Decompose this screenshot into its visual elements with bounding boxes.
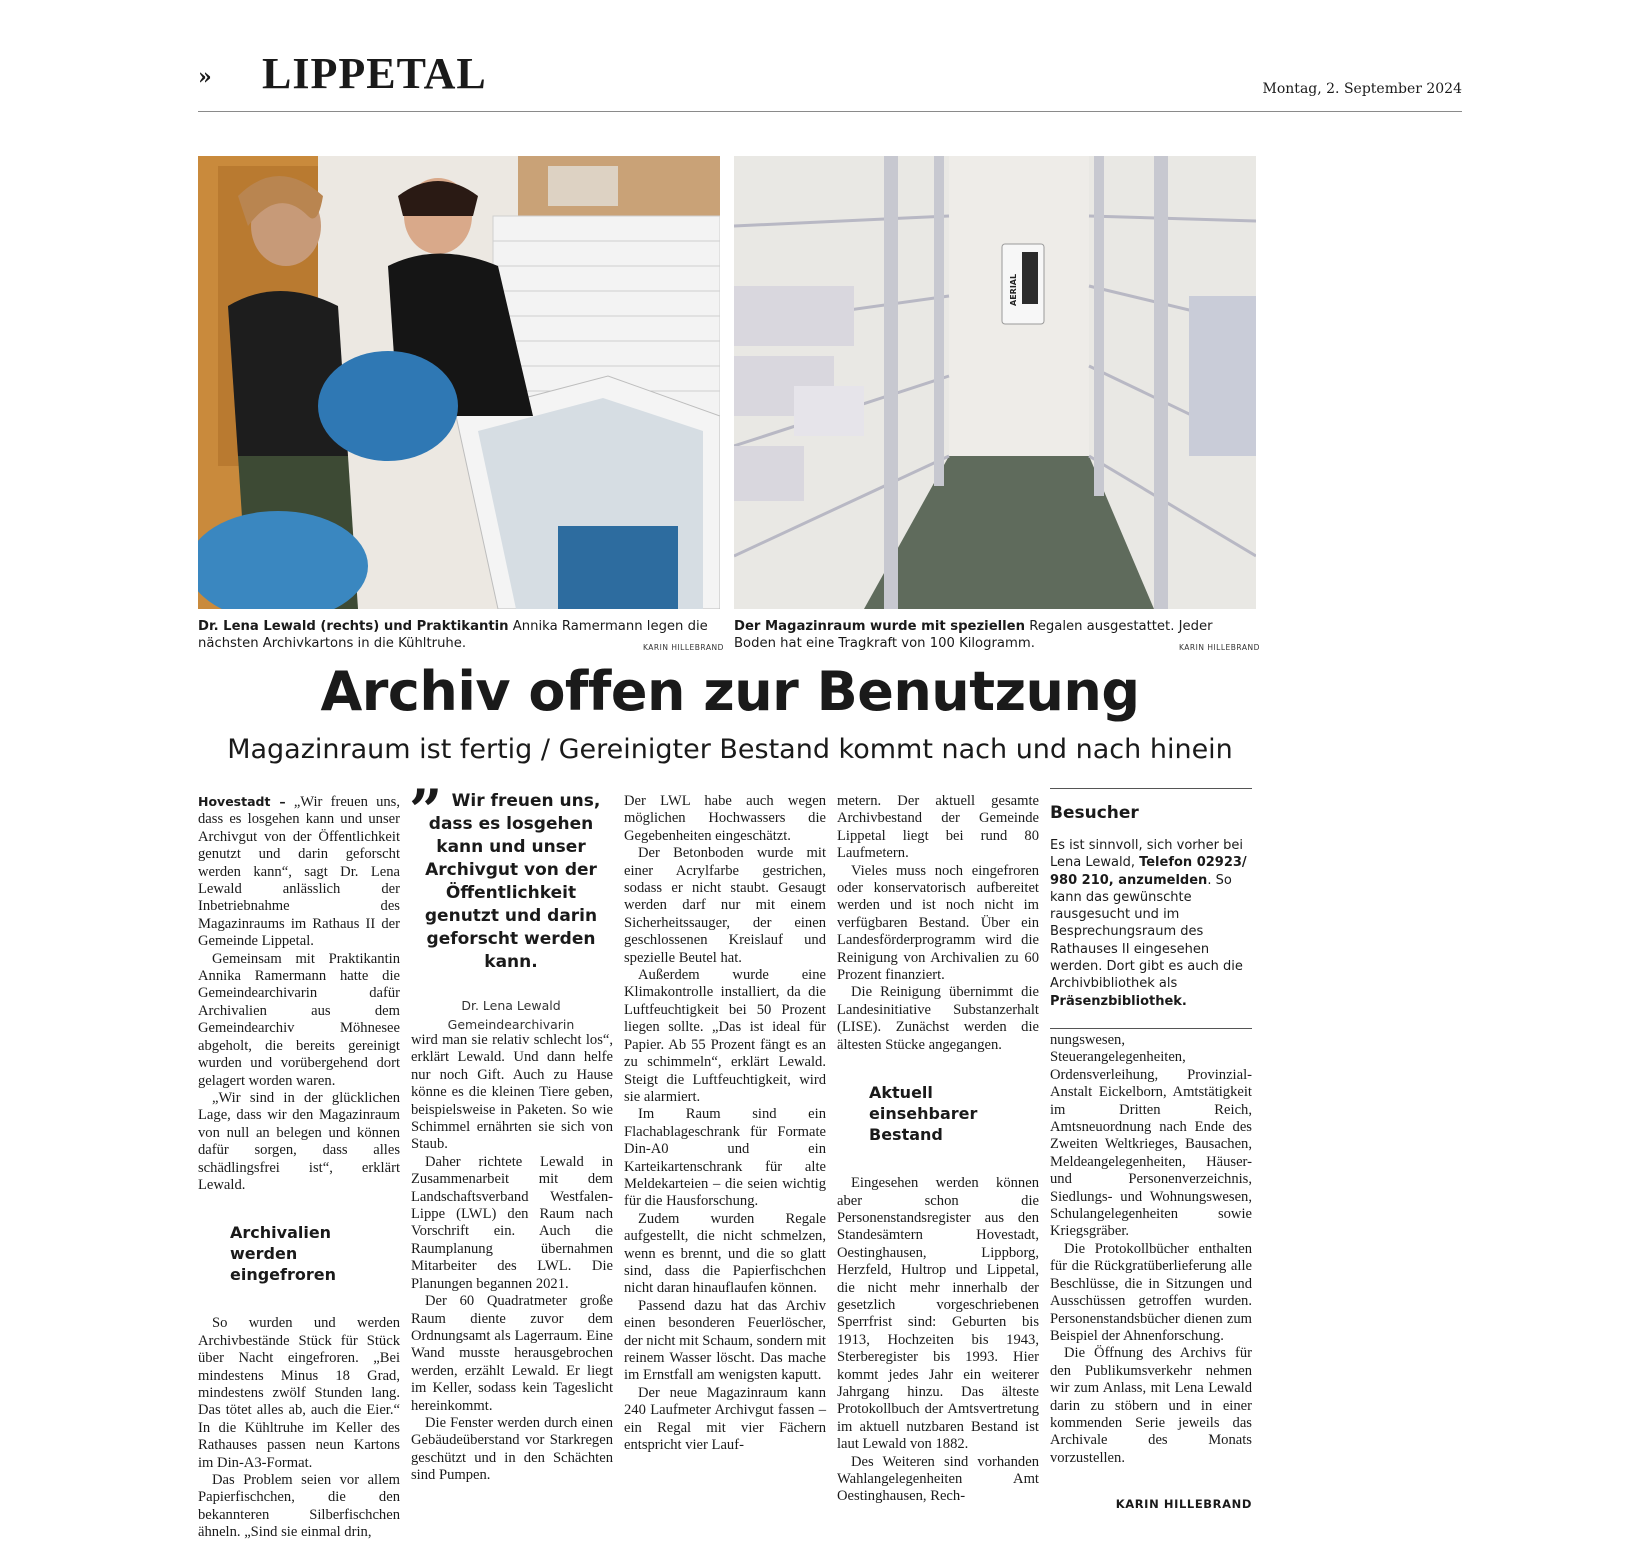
paragraph: Der Betonboden wurde mit einer Acrylfarbe gestrichen, sodass er nicht staubt. Gesaugt werden darf nur mit einem Sicherheitssauger, der einen geschlossenen Kreislauf und spezielle Beutel hat. (624, 845, 826, 966)
pull-quote (409, 777, 613, 1034)
paragraph: Der 60 Quadratmeter große Raum diente zuvor dem Ordnungsamt als Lagerraum. Eine Wand musste herausgebrochen werden, erzählt Lewald. Er liegt im Keller, sodass kein Tageslicht hereinkommt. (411, 1293, 613, 1414)
paragraph: Das Problem seien vor allem Papierfischchen, die den bekannteren Silberfischchen ähneln. „Sind sie einmal drin, (198, 1472, 400, 1541)
caption-lead: Der Magazinraum wurde mit speziellen (734, 619, 1026, 634)
paragraph: Der LWL habe auch wegen möglichen Hochwassers die Gegebenheiten eingeschätzt. (624, 793, 826, 844)
article-headline: Archiv offen zur Benutzung (320, 660, 1140, 723)
photo-caption-1 (198, 618, 720, 652)
paragraph: „Wir sind in der glücklichen Lage, dass wir den Magazinraum von null an belegen und können dafür sorgen, dass alles schädlingsfrei ist“, erklärt Lewald. (198, 1089, 400, 1193)
paragraph: So wurden und werden Archivbestände Stück für Stück über Nacht eingefroren. „Bei mindestens Minus 18 Grad, mindestens zwölf Stunden lang. Das tötet alles ab, auch die Eier.“ In die Kühltruhe im Keller des Rathauses passen neun Kartons im Din-A3-Format. (198, 1315, 400, 1471)
caption-text: Annika Ramermann legen die nächsten Archivkartons in die Kühltruhe. (198, 619, 708, 651)
info-box-visitors (1050, 788, 1252, 1029)
paragraph: Hovestadt – „Wir freuen uns, dass es losgehen kann und unser Archivgut von der Öffentlichkeit genutzt und darin geforscht werden kann“, sagt Dr. Lena Lewald anlässlich der Inbetriebnahme des Magazinraums im Rathaus II der Gemeinde Lippetal. (198, 794, 400, 950)
caption-text: Regalen ausgestattet. Jeder Boden hat eine Tragkraft von 100 Kilogramm. (734, 619, 1213, 651)
quote-attribution (409, 996, 613, 1034)
photo-caption-2 (734, 618, 1256, 652)
photo-storage-room (734, 156, 1256, 609)
quote-text: Wir freuen uns, dass es losgehen kann und unser Archivgut von der Öffentlichkeit genutzt und darin geforscht werden kann. (424, 791, 601, 972)
paragraph: Der neue Magazinraum kann 240 Laufmeter Archivgut fassen – ein Regal mit vier Fächern entspricht vier Lauf- (624, 1384, 826, 1454)
section-marker: » (198, 64, 212, 90)
article-column-5 (1050, 1032, 1252, 1467)
paragraph: Außerdem wurde eine Klimakontrolle installiert, da die Luftfeuchtigkeit bei 50 Prozent liegen sollte. „Das ist ideal für Papier. Ab 55 Prozent fängt es an zu schimmeln“, erklärt Lewald. Steigt die Luftfeuchtigkeit, wird sie alarmiert. (624, 967, 826, 1105)
paragraph: wird man sie relativ schlecht los“, erklärt Lewald. Und dann helfe nur noch Gift. Auch zu Hause könne es die kleinen Tiere geben, beispielsweise in Paketen. So wie Schimmel ernährten sie sich von Staub. (411, 1032, 613, 1153)
phone-number: Telefon 02923/ 980 210, anzumelden (1050, 855, 1247, 888)
paragraph: Im Raum sind ein Flachablageschrank für Formate Din-A0 und ein Karteikartenschrank für alte Meldekarteien – die seien wichtig für die Hausforschung. (624, 1106, 826, 1210)
quote-author: Dr. Lena Lewald (461, 998, 561, 1013)
caption-lead: Dr. Lena Lewald (rechts) und Praktikantin (198, 619, 509, 634)
paragraph: Daher richtete Lewald in Zusammenarbeit mit dem Landschaftsverband Westfalen-Lippe (LWL) den Raum nach Vorschrift ein. Auch die Raumplanung übernahmen Mitarbeiter des LWL. Die Planungen begannen 2021. (411, 1153, 613, 1292)
paragraph: Die Öffnung des Archivs für den Publikumsverkehr nehmen wir zum Anlass, mit Lena Lewald darin zu stöbern und in einer kommenden Serie jeweils das Archivale des Monats vorzustellen. (1050, 1345, 1252, 1466)
author-byline: KARIN HILLEBRAND (1115, 1497, 1252, 1511)
header-rule (198, 111, 1462, 112)
article-column-2 (411, 1032, 613, 1485)
paragraph: Eingesehen werden können aber schon die Personenstandsregister aus den Standesämtern Hovestadt, Oestinghausen, Lippborg, Herzfeld, Hultrop und Lippetal, die nicht mehr innerhalb der gesetzlich vorgeschriebenen Sperrfrist sind: Geburten bis 1913, Hochzeiten bis 1943, Sterberegister bis 1993. Hier kommt jedes Jahr ein weiterer Jahrgang hinzu. Das älteste Protokollbuch der Amtsvertretung im aktuell nutzbaren Bestand ist laut Lewald von 1882. (837, 1175, 1039, 1453)
photo-credit-1: KARIN HILLEBRAND (643, 643, 724, 652)
paragraph: Die Protokollbücher enthalten für die Rückgratüberlieferung alle Beschlüsse, die in Sitzungen und Ausschüssen getroffen wurden. Personenstandsbücher dienen zum Beispiel der Ahnenforschung. (1050, 1240, 1252, 1344)
subheading: Aktuell einsehbarer Bestand (869, 1083, 978, 1145)
article-subheadline: Magazinraum ist fertig / Gereinigter Bestand kommt nach und nach hinein (227, 734, 1233, 765)
photo-credit-2: KARIN HILLEBRAND (1179, 643, 1260, 652)
paragraph: nungswesen, Steuerangelegenheiten, Ordensverleihung, Provinzial-Anstalt Eickelborn, Amtstätigkeit im Dritten Reich, Amtsneuordnung nach Ende des Zweiten Weltkrieges, Bausachen, Meldeangelegenheiten, Häuser- und Personenverzeichnis, Siedlungs- und Wohnungswesen, Schulangelegenheiten sowie Kriegsgräber. (1050, 1032, 1252, 1240)
paragraph: Die Reinigung übernimmt die Landesinitiative Substanzerhalt (LISE). Zunächst werden die ältesten Stücke angegangen. (837, 984, 1039, 1053)
photo-archivists-freezer (198, 156, 720, 609)
article-column-4 (837, 793, 1039, 1506)
issue-date: Montag, 2. September 2024 (1262, 81, 1462, 97)
quote-mark-icon: ” (409, 777, 443, 845)
info-box-body: Es ist sinnvoll, sich vorher bei Lena Lewald, Telefon 02923/ 980 210, anzumelden. So kann das gewünschte rausgesucht und im Besprechungsraum des Rathauses II eingesehen werden. Dort gibt es auch die Archivbibliothek als Präsenzbibliothek. (1050, 838, 1247, 1009)
quote-role: Gemeindearchivarin (447, 1017, 575, 1032)
device-label: AERIAL (1009, 273, 1018, 306)
subheading: Archivalien werden eingefroren (230, 1223, 337, 1285)
paragraph: Vieles muss noch eingefroren oder konservatorisch aufbereitet werden und ist noch nicht im verfügbaren Bestand. Über ein Landesförderprogramm wird die Reinigung von Archivalien zu 60 Prozent finanziert. (837, 862, 1039, 984)
dateline: Hovestadt – (198, 794, 286, 809)
paragraph: Gemeinsam mit Praktikantin Annika Ramermann hatte die Gemeindearchivarin dafür Archivalien aus dem Gemeindearchiv Möhnesee abgeholt, die bereits gereinigt wurden und vorübergehend dort gelagert worden waren. (198, 950, 400, 1089)
paragraph: Die Fenster werden durch einen Gebäudeüberstand vor Starkregen geschützt und in den Schächten sind Pumpen. (411, 1414, 613, 1484)
paragraph: Zudem wurden Regale aufgestellt, die nicht schmelzen, wenn es brennt, und die so glatt sind, dass die Papierfischchen nicht daran hinauflaufen können. (624, 1210, 826, 1297)
info-box-title: Besucher (1050, 803, 1139, 823)
section-title: LIPPETAL (262, 49, 487, 98)
article-column-3 (624, 793, 826, 1454)
paragraph: Des Weiteren sind vorhanden Wahlangelegenheiten Amt Oestinghausen, Rech- (837, 1453, 1039, 1505)
article-column-1 (198, 793, 400, 1542)
paragraph: Passend dazu hat das Archiv einen besonderen Feuerlöscher, der nicht mit Schaum, sondern mit reinem Wasser löscht. Das mache im Ernstfall am wenigsten kaputt. (624, 1297, 826, 1384)
paragraph: metern. Der aktuell gesamte Archivbestand der Gemeinde Lippetal liegt bei rund 80 Laufmetern. (837, 793, 1039, 862)
